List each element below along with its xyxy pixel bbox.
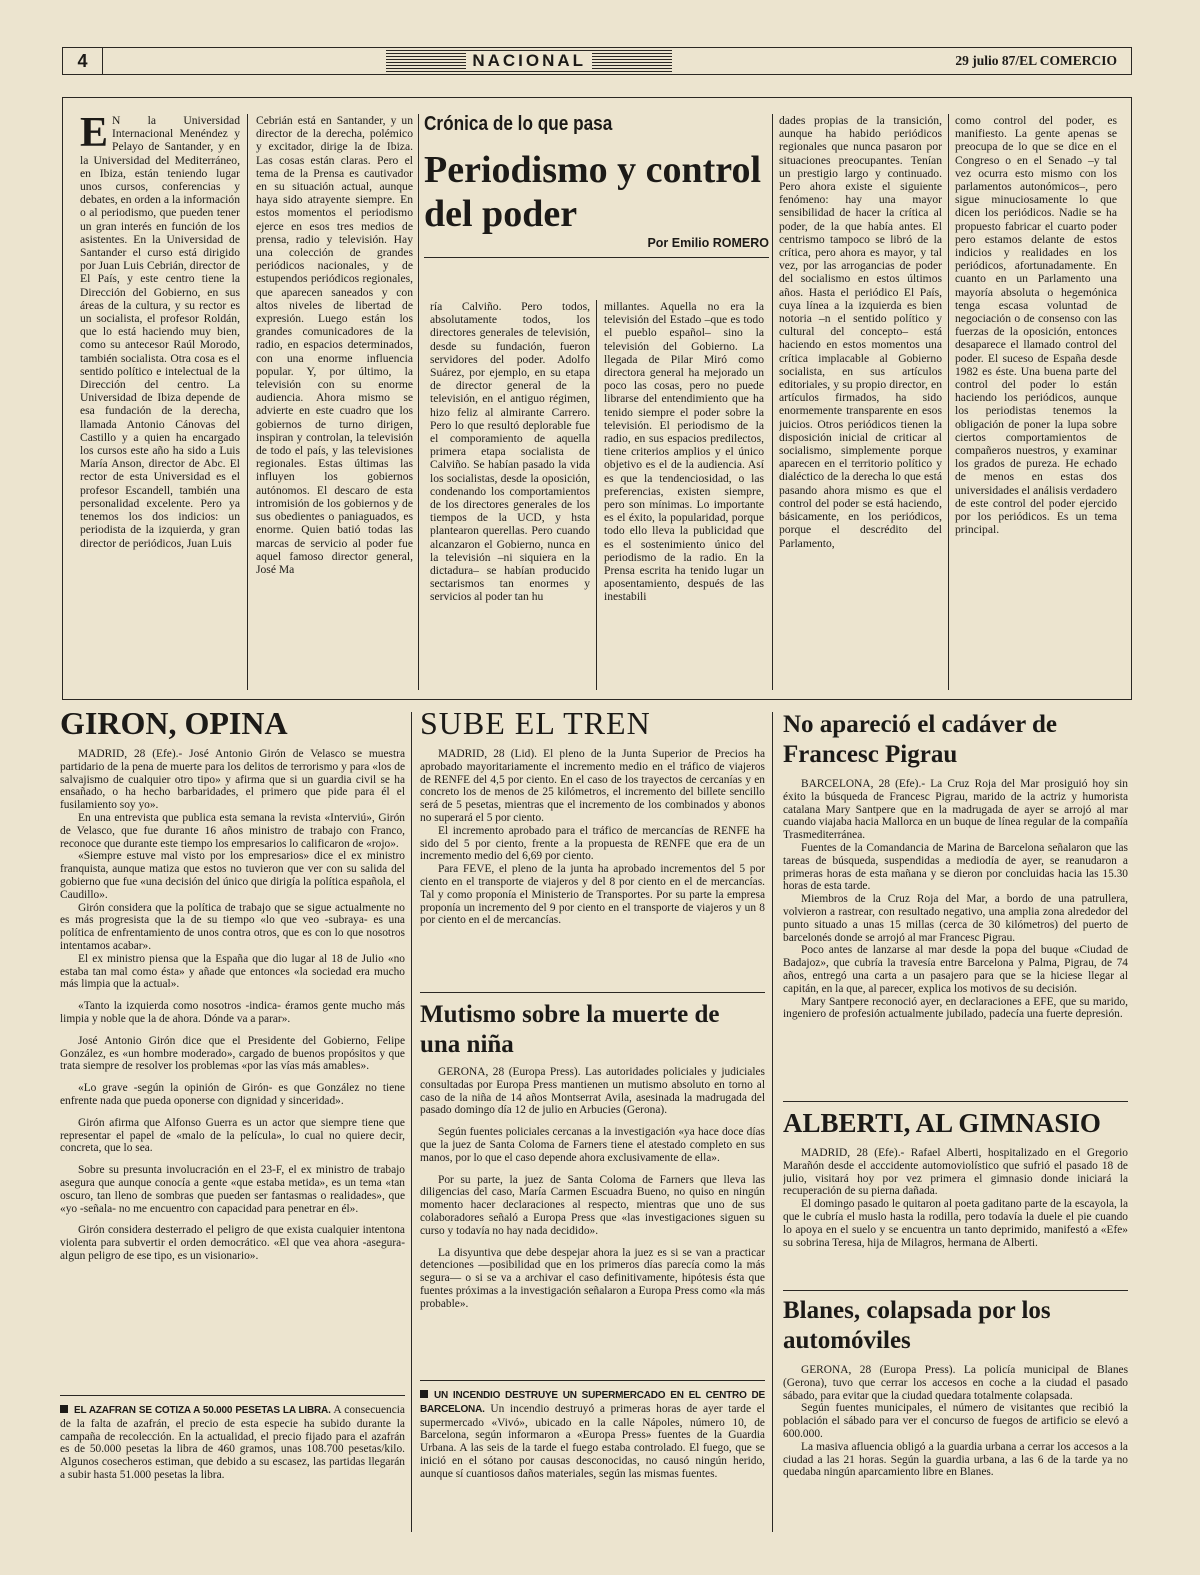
alberti-headline: ALBERTI, AL GIMNASIO (783, 1108, 1101, 1138)
mutismo-article: GERONA, 28 (Europa Press). Las autoridades policiales y judiciales consultadas por Europa Press mantienen un mutismo absoluto en torno al caso de la niña de 14 años Montserrat Avila, asesinada la madrugada del pasado domingo día 12 de julio en Arbucies (Gerona). Según fuentes policiales cercanas a la investigación «ya hace doce días que la juez de Santa Coloma de Farners tiene el atestado completo en sus manos, por lo que el caso depende ahora exclusivamente de ella». Por su parte, la juez de Santa Coloma de Farners que lleva las diligencias del caso, María Carmen Escuadra Bueno, no quiso en ningún momento hacer declaraciones al respecto, mientras que uno de sus colaboradores señaló a Europa Press que «las investigaciones siguen su curso y todavía no hay nada decidido». La disyuntiva que debe despejar ahora la juez es si se van a practicar detenciones —posibilidad que en los primeros días parecía como la más segura— o si se va a archivar el caso definitivamente, hipótesis ésta que fuentes próximas a la investigación señalaron a Europa Press como «la más probable». (420, 1066, 765, 1310)
bullet-square-icon (420, 1390, 428, 1398)
column-rule (418, 114, 419, 690)
column-rule (411, 712, 412, 1532)
column-rule (772, 712, 773, 1532)
section-rule (60, 1395, 405, 1396)
azafran-brief: EL AZAFRAN SE COTIZA A 50.000 PESETAS LA LIBRA. A consecuencia de la falta de azafrán, el precio de esta especie ha subido durante la campaña de recolección. En la actualidad, el precio fijado para el azafrán es de 50.000 pesetas la libra de 460 gramos, unas 108.700 pesetas/kilo. Algunos cosecheros estiman, que debido a su escasez, las partidas llegarán a subir hasta 51.000 pesetas la libra. (60, 1404, 405, 1481)
giron-headline: GIRON, OPINA (60, 705, 288, 741)
bullet-square-icon (60, 1405, 68, 1413)
byline: Por Emilio ROMERO (647, 236, 769, 250)
section-rule (420, 1380, 765, 1381)
tren-headline: SUBE EL TREN (420, 705, 651, 741)
section-rule (420, 992, 765, 993)
cronica-column-2: Cebrián está en Santander, y un director de la derecha, polémico y excitador, dirige la de Ibiza. Las cosas están claras. Pero el tema de la Prensa es cautivador en su situación actual, aunque haya sido atrayente siempre. En estos momentos el periodismo ejerce en esos tres medios de prensa, radio y televisión. Hay una colección de grandes periódicos nacionales, y de estupendos periódicos regionales, que aparecen saneados y con altos niveles de libertad de expresión. Luego están los grandes comunicadores de la radio, en espacios determinados, con una enorme influencia popular. Y, por último, la televisión con su enorme audiencia. Ahora mismo se advierte en este cuadro que los gobiernos de turno dirigen, inspiran y controlan, la televisión de todo el país, y las televisiones regionales. Estas últimas las influyen los gobiernos autónomos. El descaro de esta intromisión de los gobiernos y de sus obedientes o paniaguados, es enorme. Quien batió todas las marcas de servicio al poder fue aquel famoso director general, José Ma (256, 114, 413, 576)
cronica-kicker: Crónica de lo que pasa (424, 113, 613, 135)
alberti-article: MADRID, 28 (Efe).- Rafael Alberti, hospitalizado en el Gregorio Marañón desde el acccidente automoviolístico que sufrió el pasado 18 de julio, visitará hoy por vez primera el gimnasio donde iniciará la recuperación de su pierna dañada. El domingo pasado le quitaron al poeta gaditano parte de la escayola, la que le cubría el muslo hasta la rodilla, pero todavía la duele el pie cuando lo apoya en el suelo y se encuentra un tanto deprimido, manifestó a «Efe» su sobrina Teresa, hija de Milagros, hermana de Alberti. (783, 1147, 1128, 1249)
drop-cap: E (80, 114, 109, 156)
issue-date: 29 julio 87/EL COMERCIO (955, 53, 1117, 68)
page-number: 4 (63, 48, 103, 74)
section-title: NACIONAL (386, 50, 672, 72)
incendio-brief: UN INCENDIO DESTRUYE UN SUPERMERCADO EN EL CENTRO DE BARCELONA. Un incendio destruyó a primeras horas de ayer tarde el supermercado «Vivó», ubicado en la calle Nápoles, número 10, de Barcelona, según informaron a «Europa Press» fuentes de la Guardia Urbana. A las seis de la tarde el fuego estaba controlado. El fuego, que se inició en el sótano por causas desconocidas, no causó ningún herido, aunque sí cuantiosos daños materiales, según las mismas fuentes. (420, 1390, 765, 1480)
cronica-headline: Periodismo y control del poder (424, 149, 762, 235)
cronica-column-3: ría Calviño. Pero todos, absolutamente todos, los directores generales de televisión, desde su fundación, fueron servidores del poder. Adolfo Suárez, por ejemplo, en su etapa de director general de la televisión, en el antiguo régimen, hizo feliz al almirante Carrero. Pero lo que resultó deplorable fue el comporamiento de aquella primera etapa socialista de Calviño. Se habían pasado la vida los socialistas, desde la oposición, condenando los comportamientos de los directores generales de los tiempos de la UCD, y hsta plantearon querellas. Pero cuando alcanzaron el Gobierno, nunca en la televisión –ni siquiera en la dictadura– se habían producido sectarismos tan enormes y servicios al poder tan hu (430, 300, 590, 604)
mutismo-headline: Mutismo sobre la muerte de una niña (420, 1001, 720, 1058)
column-rule (596, 300, 597, 690)
column-rule (772, 114, 773, 690)
giron-article: MADRID, 28 (Efe).- José Antonio Girón de Velasco se muestra partidario de la pena de muerte para los delitos de terrorismo y para «los de salvajismo de cualquier otro tipo» y afirma que si un guardia civil se ha ensañado, o ha hecho barbaridades, el primero que pide para él el fusilamiento soy yo». En una entrevista que publica esta semana la revista «Interviú», Girón de Velasco, que fue durante 16 años ministro de trabajo con Franco, reconoce que durante este tiempo los empresarios lo calificaron de «rojo». «Siempre estuve mal visto por los empresarios» dice el ex ministro franquista, aunque matiza que estos no tuvieron que ver con su salida del gobierno que fue «una decisión del único que dirigía la política española, el Caudillo». Girón considera que la política de trabajo que se sigue actualmente no es más progresista que la de su tiempo «lo que veo -subraya- es una política de enfrentamiento de unos contra otros, que es con lo que nosotros intentamos acabar». El ex ministro piensa que la España que dio lugar al 18 de Julio «no estaba tan mal como ésta» y añade que entonces «la sociedad era mucho más limpia que la actual». «Tanto la izquierda como nosotros -indica- éramos gente mucho más limpia y noble que la de ahora. Dónde va a parar». José Antonio Girón dice que el Presidente del Gobierno, Felipe González, es «un hombre moderado», cargado de buenos propósitos y que trata siempre de resolver los problemas «por las vías más amables». «Lo grave -según la opinión de Girón- es que González no tiene enfrente nada que pueda oponerse con dignidad y sinceridad». Girón afirma que Alfonso Guerra es un actor que siempre tiene que representar el papel de «malo de la película», lo cual no quiere decir, concreta, que lo sea. Sobre su presunta involucración en el 23-F, el ex ministro de trabajo asegura que aunque conocía a gente «que estaba metida», es un tema «tan oscuro, tan lleno de sombras que pueden ser fantasmas o realidades», que «yo -señala- no me encuentro con capacidad para penetrar en él». Girón considera desterrado el peligro de que exista cualquier intentona violenta para subvertir el orden democrático. «El que vea ahora -asegura- algun peligro de ese tipo, es un visionario». (60, 748, 405, 1262)
blanes-headline: Blanes, colapsada por los automóviles (783, 1297, 1051, 1354)
cronica-column-4: millantes. Aquella no era la televisión del Estado –que es todo el pueblo español– sino la televisión del Gobierno. La llegada de Pilar Miró como directora general ha mejorado un poco las cosas, pero no puede librarse del entendimiento que ha tenido siempre el poder sobre la televisión. El periodismo de la radio, en sus espacios predilectos, tiene criterios amplios y el único objetivo es el de la audiencia. Así es que la tendenciosidad, o las preferencias, existen siempre, pero son mínimas. Lo importante es el éxito, la popularidad, porque todo ello lleva la publicidad que es el sostenimiento único del periodismo de la radio. En la Prensa escrita ha tenido lugar un aposentamiento, después de las inestabili (604, 300, 764, 604)
pigrau-headline: No apareció el cadáver de Francesc Pigrau (783, 711, 1058, 768)
pigrau-article: BARCELONA, 28 (Efe).- La Cruz Roja del Mar prosiguió hoy sin éxito la búsqueda de Francesc Pigrau, marido de la actriz y humorista catalana Mary Santpere que en la madrugada de ayer se arrojó al mar cuando viajaba hacia Mallorca en un buque de línea regular de la compañía Trasmediterránea. Fuentes de la Comandancia de Marina de Barcelona señalaron que las tareas de búsqueda, suspendidas a mediodía de ayer, se reanudaron a primeras horas de esta mañana y se dieron por concluidas hacia las 15.30 horas de esta tarde. Miembros de la Cruz Roja del Mar, a bordo de una patrullera, volvieron a rastrear, con resultado negativo, una amplia zona alrededor del punto situado a unas 15 millas (cerca de 30 kilómetros) del puerto de barcelonés donde se arrojó al mar Francesc Pigrau. Poco antes de lanzarse al mar desde la popa del buque «Ciudad de Badajoz», que cubría la travesía entre Barcelona y Palma, Pigrau, de 74 años, entregó una carta a un pasajero para que se la hiciese llegar al capitán, en la que, al parecer, explica los motivos de su decisión. Mary Santpere reconoció ayer, en declaraciones a EFE, que su marido, ingeniero de profesión actualmente jubilado, padecía una fuerte depresión. (783, 778, 1128, 1021)
tren-article: MADRID, 28 (Lid). El pleno de la Junta Superior de Precios ha aprobado mayoritariamente el incremento medio en el tráfico de viajeros de RENFE del 4,5 por ciento. En el caso de los trayectos de cercanías y en concreto los de menos de 25 kilómetros, el incremento del billete sencillo será de 5 pesetas, mientras que el incremento de los combinados y abonos no superará el 5 por ciento. El incremento aprobado para el tráfico de mercancías de RENFE ha sido del 5 por ciento, frente a la propuesta de RENFE que era de un incremento medio del 6,69 por ciento. Para FEVE, el pleno de la junta ha aprobado incrementos del 5 por ciento en el transporte de viajeros y del 8 por ciento en el de mercancías. Tal y como proponía el Ministerio de Transportes. Por su parte la empresa proponía un incremento del 9 por ciento en el transporte de viajeros y un 8 por ciento en el de mercancías. (420, 748, 765, 927)
cronica-column-6: como control del poder, es manifiesto. La gente apenas se preocupa de lo que se dice en el Congreso o en el Senado –y tal vez ocurra esto mismo con los parlamentos autonómicos–, pero sigue minuciosamente lo que dicen los periódicos. Nadie se ha propuesto fabricar el cuarto poder pero estamos delante de estos indicios y realidades en los periódicos, afortunadamente. En cuanto en un Parlamento una mayoría absoluta o hegemónica tenga escasa voluntad de negociación o de consenso con las fuerzas de la oposición, entonces desaparece el llamado control del poder. El suceso de España desde 1982 es éste. Una buena parte del control del poder lo están haciendo los periódicos, aunque los periodistas tenemos la obligación de poner la lupa sobre ciertos comportamientos de compañeros nuestros, y examinar los grados de pureza. He echado de menos en estas dos universidades el análisis verdadero de este control del poder ejercido por los periódicos. Es un tema principal. (955, 114, 1117, 537)
byline-rule (424, 257, 769, 258)
section-rule (783, 1290, 1128, 1291)
section-rule (783, 1101, 1128, 1102)
column-rule (948, 114, 949, 690)
page-header (62, 47, 1132, 75)
column-rule (247, 114, 248, 690)
cronica-column-1: E N la Universidad Internacional Menéndez y Pelayo de Santander, y en la Universidad del Mediterráneo, en Ibiza, están teniendo lugar unos cursos, conferencias y debates, en orden a la información o al periodismo, que pueden tener un gran interés en función de los asistentes. En la Universidad de Santander el curso está dirigido por Juan Luis Cebrián, director de El País, y este centro tiene la Dirección del Gobierno, en sus áreas de la cultura, y su rector es un socialista, el profesor Roldán, que lo está haciendo muy bien, como su antecesor Raúl Morodo, también socialista. Otra cosa es el sentido político e intelectual de la Dirección del centro. La Universidad de Ibiza depende de esa fundación de la derecha, llamada Antonio Cánovas del Castillo y a quien ha encargado los cursos este año ha sido a Luis María Anson, director de Abc. El rector de esta Universidad es el profesor Escandell, también una personalidad excelente. Pero ya tenemos los dos indicios: un periodista de la izquierda, y gran director de periódicos, Juan Luis (80, 114, 240, 550)
cronica-column-5: dades propias de la transición, aunque ha habido periódicos regionales que nunca pasaron por situaciones preocupantes. Tenían un prestigio largo y continuado. Pero ahora existe el siguiente fenómeno: hay una mayor sensibilidad de hacer la crítica al poder, de la que había antes. El centrismo tampoco se libró de la crítica, pero ahora es mayor, y tal vez, por las arrogancias de poder del socialismo en estos últimos años. Hasta el periódico El País, cuya línea a la izquierda es bien notoria –n el sentido político y cultural del concepto– está haciendo en estos momentos una crítica implacable al Gobierno socialista, en sus artículos editoriales, y su propio director, en artículos firmados, ha sido enormemente transparente en esos juicios. Otros periódicos tienen la disposición inicial de criticar al socialismo, simplemente porque aparecen en el territorio político y dialéctico de la derecha lo que está pasando ahora mismo es que el control del poder se está haciendo, básicamente, en los periódicos, porque el descrédito del Parlamento, (779, 114, 942, 550)
blanes-article: GERONA, 28 (Europa Press). La policía municipal de Blanes (Gerona), tuvo que cerrar los accesos en coche a la ciudad el pasado sábado, para evitar que la ciudad quedara totalmente colapsada. Según fuentes municipales, el número de visitantes que recibió la población el sábado para ver el concurso de fuegos de artificio se elevó a 600.000. La masiva afluencia obligó a la guardia urbana a cerrar los accesos a la ciudad a las 21 horas. Según la guardia urbana, a las 6 de la tarde ya no quedaba ningún aparcamiento libre en Blanes. (783, 1364, 1128, 1479)
